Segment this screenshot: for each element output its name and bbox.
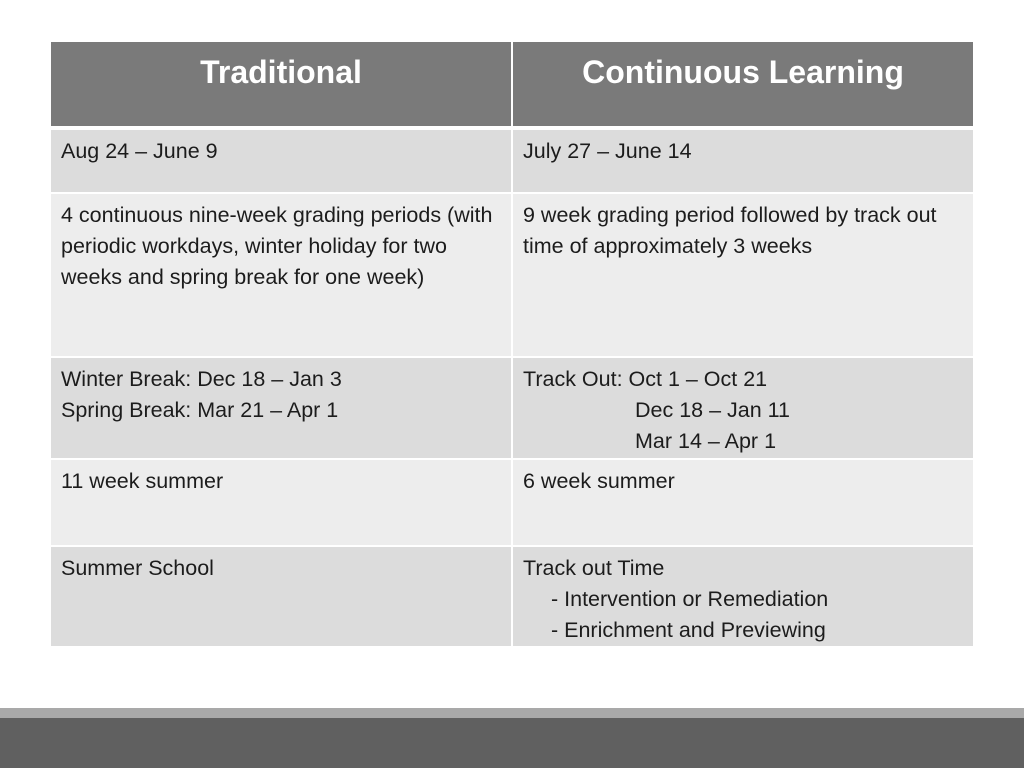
comparison-table <box>51 42 973 648</box>
cell-continuous-dates <box>512 128 973 193</box>
cell-continuous-grading <box>512 193 973 357</box>
cell-text-track-out-dec: Dec 18 – Jan 11 <box>635 398 790 422</box>
table-row <box>51 459 973 546</box>
header-traditional: Traditional <box>51 42 512 128</box>
cell-text-track-out-mar: Mar 14 – Apr 1 <box>635 429 777 453</box>
cell-text: 4 continuous nine-week grading periods (with periodic workdays, winter holiday for two weeks and spring break for one week) <box>61 203 493 289</box>
cell-text: July 27 – June 14 <box>523 139 692 163</box>
cell-continuous-summer <box>512 459 973 546</box>
cell-continuous-track-out-time <box>512 546 973 647</box>
cell-traditional-grading <box>51 193 512 357</box>
cell-text-track-out: Track Out: Oct 1 – Oct 21 <box>523 367 768 391</box>
cell-text-spring-break: Spring Break: Mar 21 – Apr 1 <box>61 398 339 422</box>
header-continuous-learning: Continuous Learning <box>512 42 973 128</box>
cell-text-winter-break: Winter Break: Dec 18 – Jan 3 <box>61 367 342 391</box>
cell-text: 11 week summer <box>61 469 224 493</box>
cell-continuous-track-out <box>512 357 973 459</box>
table-row <box>51 357 973 459</box>
cell-traditional-breaks <box>51 357 512 459</box>
cell-text: Summer School <box>61 556 214 580</box>
table-row <box>51 128 973 193</box>
cell-text: 9 week grading period followed by track out time of approximately 3 weeks <box>523 203 937 258</box>
footer-bar <box>0 718 1024 768</box>
table-row <box>51 193 973 357</box>
cell-text-intervention: - Intervention or Remediation <box>551 587 829 611</box>
footer-stripe <box>0 708 1024 718</box>
table-row <box>51 546 973 647</box>
table-header-row <box>51 42 973 128</box>
cell-traditional-summer <box>51 459 512 546</box>
cell-traditional-summer-school <box>51 546 512 647</box>
cell-text-track-out-time: Track out Time <box>523 556 665 580</box>
cell-text: Aug 24 – June 9 <box>61 139 218 163</box>
cell-traditional-dates <box>51 128 512 193</box>
cell-text: 6 week summer <box>523 469 675 493</box>
cell-text-enrichment: - Enrichment and Previewing <box>551 618 826 642</box>
